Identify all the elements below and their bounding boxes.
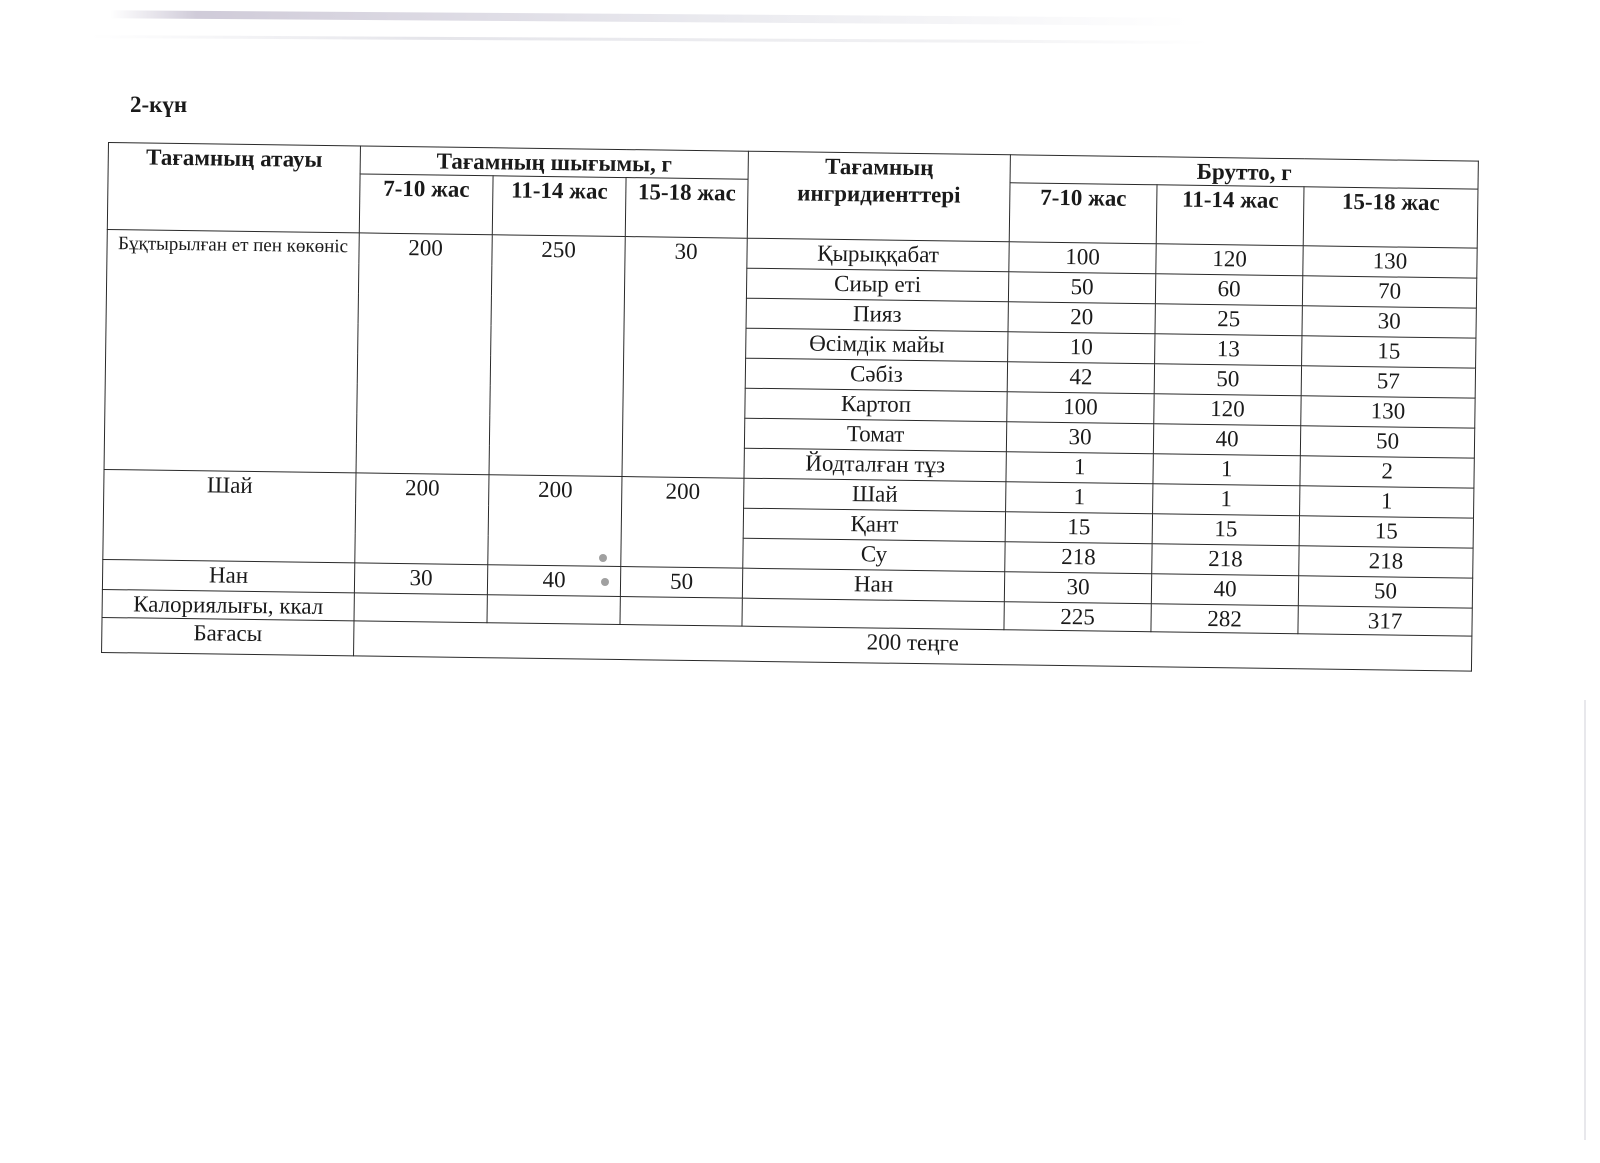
yield-value: 50 — [620, 567, 742, 599]
brutto-value: 15 — [1152, 514, 1299, 546]
brutto-value: 40 — [1153, 424, 1300, 456]
ink-smudge — [599, 554, 607, 562]
brutto-value: 42 — [1007, 362, 1154, 394]
yield-value: 40 — [487, 565, 620, 597]
ingredient-name: Йодталған тұз — [744, 448, 1006, 482]
brutto-value: 25 — [1155, 304, 1302, 336]
brutto-value: 1 — [1153, 454, 1300, 486]
header-brutto-age-2: 11-14 жас — [1156, 185, 1304, 246]
brutto-value: 15 — [1005, 512, 1152, 544]
calories-label: Калориялығы, ккал — [102, 589, 354, 620]
brutto-value: 50 — [1154, 364, 1301, 396]
yield-value: 30 — [354, 563, 487, 595]
brutto-value: 218 — [1152, 544, 1299, 576]
header-brutto-age-1: 7-10 жас — [1009, 183, 1157, 244]
ingredient-name: Сиыр еті — [746, 268, 1008, 302]
brutto-value: 30 — [1302, 306, 1476, 338]
brutto-value: 1 — [1300, 486, 1474, 518]
yield-value: 200 — [621, 477, 744, 569]
price-label: Бағасы — [102, 617, 354, 655]
brutto-value: 120 — [1154, 394, 1301, 426]
brutto-value: 50 — [1008, 272, 1155, 304]
calories-empty-cell — [487, 595, 620, 625]
header-row-top — [108, 143, 1478, 190]
calories-empty-cell — [354, 593, 487, 623]
brutto-value: 130 — [1301, 396, 1475, 428]
header-brutto: Брутто, г — [1010, 155, 1478, 189]
header-yield: Тағамның шығымы, г — [360, 146, 748, 179]
menu-sheet — [101, 142, 1478, 672]
brutto-value: 70 — [1302, 276, 1476, 308]
brutto-value: 57 — [1301, 366, 1475, 398]
scan-artifact-top — [110, 10, 1190, 26]
calories-value: 282 — [1151, 604, 1298, 634]
brutto-value: 100 — [1009, 242, 1156, 274]
brutto-value: 2 — [1300, 456, 1474, 488]
ink-smudge — [601, 578, 609, 586]
header-yield-age-1: 7-10 жас — [359, 174, 493, 235]
ingredient-name: Қырыққабат — [747, 238, 1009, 272]
calories-value: 317 — [1298, 606, 1472, 636]
ingredient-name: Томат — [744, 418, 1006, 452]
header-dish-name: Тағамның атауы — [107, 143, 360, 233]
brutto-value: 130 — [1303, 246, 1477, 278]
brutto-value: 40 — [1151, 574, 1298, 606]
brutto-value: 218 — [1299, 546, 1473, 578]
header-yield-age-3: 15-18 жас — [625, 178, 748, 239]
ingredient-name: Өсімдік майы — [746, 328, 1008, 362]
yield-value: 200 — [355, 473, 489, 565]
brutto-value: 218 — [1005, 542, 1152, 574]
brutto-value: 15 — [1302, 336, 1476, 368]
ingredient-name: Картоп — [745, 388, 1007, 422]
scan-artifact-edge — [1584, 700, 1586, 1140]
brutto-value: 60 — [1155, 274, 1302, 306]
ingredient-name: Су — [743, 538, 1005, 572]
dish-name: Нан — [102, 559, 354, 592]
yield-value: 200 — [356, 233, 492, 475]
dish-name: Шай — [103, 469, 356, 562]
brutto-value: 100 — [1007, 392, 1154, 424]
calories-value: 225 — [1004, 602, 1151, 632]
brutto-value: 120 — [1156, 244, 1303, 276]
yield-value: 200 — [488, 475, 622, 567]
brutto-value: 50 — [1298, 576, 1472, 608]
ingredient-name: Сәбіз — [745, 358, 1007, 392]
yield-value: 250 — [489, 235, 625, 477]
header-ingredients: Тағамның ингридиенттері — [747, 151, 1010, 242]
scan-artifact-line — [90, 35, 1210, 44]
ingredient-name: Шай — [744, 478, 1006, 512]
brutto-value: 1 — [1006, 482, 1153, 514]
calories-empty-cell — [742, 598, 1004, 630]
header-yield-age-2: 11-14 жас — [492, 176, 626, 237]
price-value: 200 теңге — [354, 621, 1472, 671]
day-title: 2-күн — [130, 92, 188, 117]
ingredient-name: Нан — [742, 568, 1004, 602]
brutto-value: 15 — [1299, 516, 1473, 548]
brutto-value: 50 — [1300, 426, 1474, 458]
ingredient-name: Қант — [743, 508, 1005, 542]
menu-table — [101, 142, 1479, 672]
header-brutto-age-3: 15-18 жас — [1303, 187, 1478, 248]
brutto-value: 20 — [1008, 302, 1155, 334]
calories-empty-cell — [620, 597, 742, 627]
brutto-value: 1 — [1006, 452, 1153, 484]
dish-name: Бұқтырылған ет пен көкөніс — [104, 229, 359, 472]
brutto-value: 1 — [1153, 484, 1300, 516]
brutto-value: 30 — [1004, 572, 1151, 604]
ingredient-name: Пияз — [746, 298, 1008, 332]
brutto-value: 10 — [1008, 332, 1155, 364]
brutto-value: 13 — [1155, 334, 1302, 366]
yield-value: 30 — [622, 237, 747, 479]
brutto-value: 30 — [1006, 422, 1153, 454]
